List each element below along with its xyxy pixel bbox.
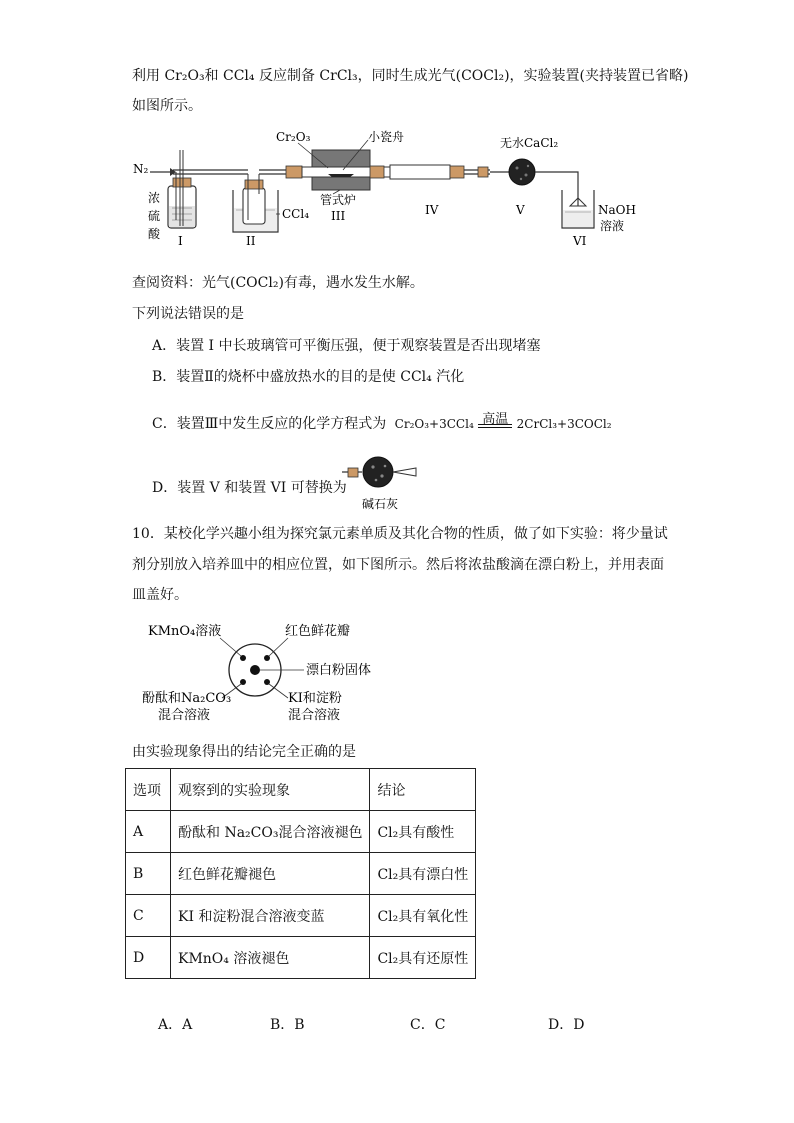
row-b-conclusion: Cl₂具有漂白性: [370, 853, 476, 895]
cacl2-label: 无水CaCl₂: [500, 136, 559, 150]
option-c-prefix: C．装置Ⅲ中发生反应的化学方程式为: [152, 416, 387, 432]
bleach-label: 漂白粉固体: [306, 663, 372, 678]
q9-intro-line1: 利用 Cr₂O₃和 CCl₄ 反应制备 CrCl₃，同时生成光气(COCl₂)，实验装置(夹持装置已省略): [132, 68, 689, 84]
header-option: 选项: [126, 769, 171, 811]
row-d-option: D: [126, 937, 171, 979]
label-III: III: [331, 209, 346, 223]
option-c-right: 2CrCl₃+3COCl₂: [516, 417, 612, 431]
answer-d: D．D: [548, 1017, 585, 1033]
q10-table-intro: 由实验现象得出的结论完全正确的是: [132, 744, 356, 760]
phenolphthalein-label-2: 混合溶液: [158, 708, 211, 723]
ki-label-2: 混合溶液: [288, 708, 341, 723]
q9-intro-line2: 如图所示。: [132, 98, 202, 114]
phenolphthalein-label-1: 酚酞和Na₂CO₃: [142, 691, 232, 706]
row-a-option: A: [126, 811, 171, 853]
header-conclusion: 结论: [370, 769, 476, 811]
table-row: [126, 853, 476, 895]
table-row: [126, 811, 476, 853]
naoh-label-1: NaOH: [598, 203, 636, 217]
row-b-phenomenon: 红色鲜花瓣褪色: [171, 853, 370, 895]
bleach-spot: [250, 665, 260, 675]
kmno4-label: KMnO₄溶液: [148, 624, 222, 639]
petal-label: 红色鲜花瓣: [285, 624, 351, 639]
tube-IV: [390, 165, 450, 179]
acid-label-3: 酸: [148, 227, 161, 241]
label-II: II: [246, 234, 256, 248]
q9-note: 查阅资料：光气(COCl₂)有毒，遇水发生水解。: [132, 275, 424, 291]
label-V: V: [516, 203, 525, 217]
soda-lime-tube: [340, 456, 420, 514]
petri-dish-diagram: [138, 618, 388, 728]
table-header-row: [126, 769, 476, 811]
row-a-conclusion: Cl₂具有酸性: [370, 811, 476, 853]
label-VI: VI: [573, 234, 587, 248]
q10-stem-line2: 剂分别放入培养皿中的相应位置，如下图所示。然后将浓盐酸滴在漂白粉上，并用表面: [132, 557, 664, 573]
ki-label-1: KI和淀粉: [288, 691, 342, 706]
q9-stem: 下列说法错误的是: [132, 306, 244, 322]
n2-label: N₂: [133, 162, 149, 176]
table-row: [126, 937, 476, 979]
table-row: [126, 895, 476, 937]
results-table: [125, 768, 476, 979]
acid-label-2: 硫: [148, 209, 161, 223]
q9-option-c: [152, 414, 612, 434]
q9-option-a: A．装置 I 中长玻璃管可平衡压强，便于观察装置是否出现堵塞: [152, 338, 541, 354]
row-b-option: B: [126, 853, 171, 895]
row-a-phenomenon: 酚酞和 Na₂CO₃混合溶液褪色: [171, 811, 370, 853]
option-c-arrow: [478, 412, 512, 434]
label-IV: IV: [425, 203, 439, 217]
apparatus-diagram: [128, 128, 648, 258]
furnace-label: 管式炉: [320, 193, 357, 207]
answer-a: A．A: [158, 1017, 193, 1033]
q10-stem-line3: 皿盖好。: [132, 587, 188, 603]
row-d-conclusion: Cl₂具有还原性: [370, 937, 476, 979]
acid-label-1: 浓: [148, 191, 161, 205]
q10-stem-line1: 10．某校化学兴趣小组为探究氯元素单质及其化合物的性质，做了如下实验：将少量试: [132, 526, 668, 542]
drying-bulb-V: [509, 159, 535, 185]
naoh-label-2: 溶液: [600, 219, 625, 233]
row-c-phenomenon: KI 和淀粉混合溶液变蓝: [171, 895, 370, 937]
row-c-conclusion: Cl₂具有氧化性: [370, 895, 476, 937]
row-d-phenomenon: KMnO₄ 溶液褪色: [171, 937, 370, 979]
header-phenomenon: 观察到的实验现象: [171, 769, 370, 811]
row-c-option: C: [126, 895, 171, 937]
q9-option-d: D．装置 V 和装置 VI 可替换为: [152, 480, 347, 496]
ccl4-label: CCl₄: [282, 207, 310, 221]
cr2o3-label: Cr₂O₃: [276, 130, 311, 144]
answer-b: B．B: [270, 1017, 305, 1033]
option-c-left: Cr₂O₃+3CCl₄: [394, 417, 474, 431]
soda-lime-label: 碱石灰: [362, 497, 399, 511]
answer-c: C．C: [410, 1017, 446, 1033]
option-c-condition: 高温: [482, 412, 509, 427]
label-I: I: [178, 234, 183, 248]
q9-option-b: B．装置Ⅱ的烧杯中盛放热水的目的是使 CCl₄ 汽化: [152, 369, 465, 385]
boat-label: 小瓷舟: [368, 130, 405, 144]
